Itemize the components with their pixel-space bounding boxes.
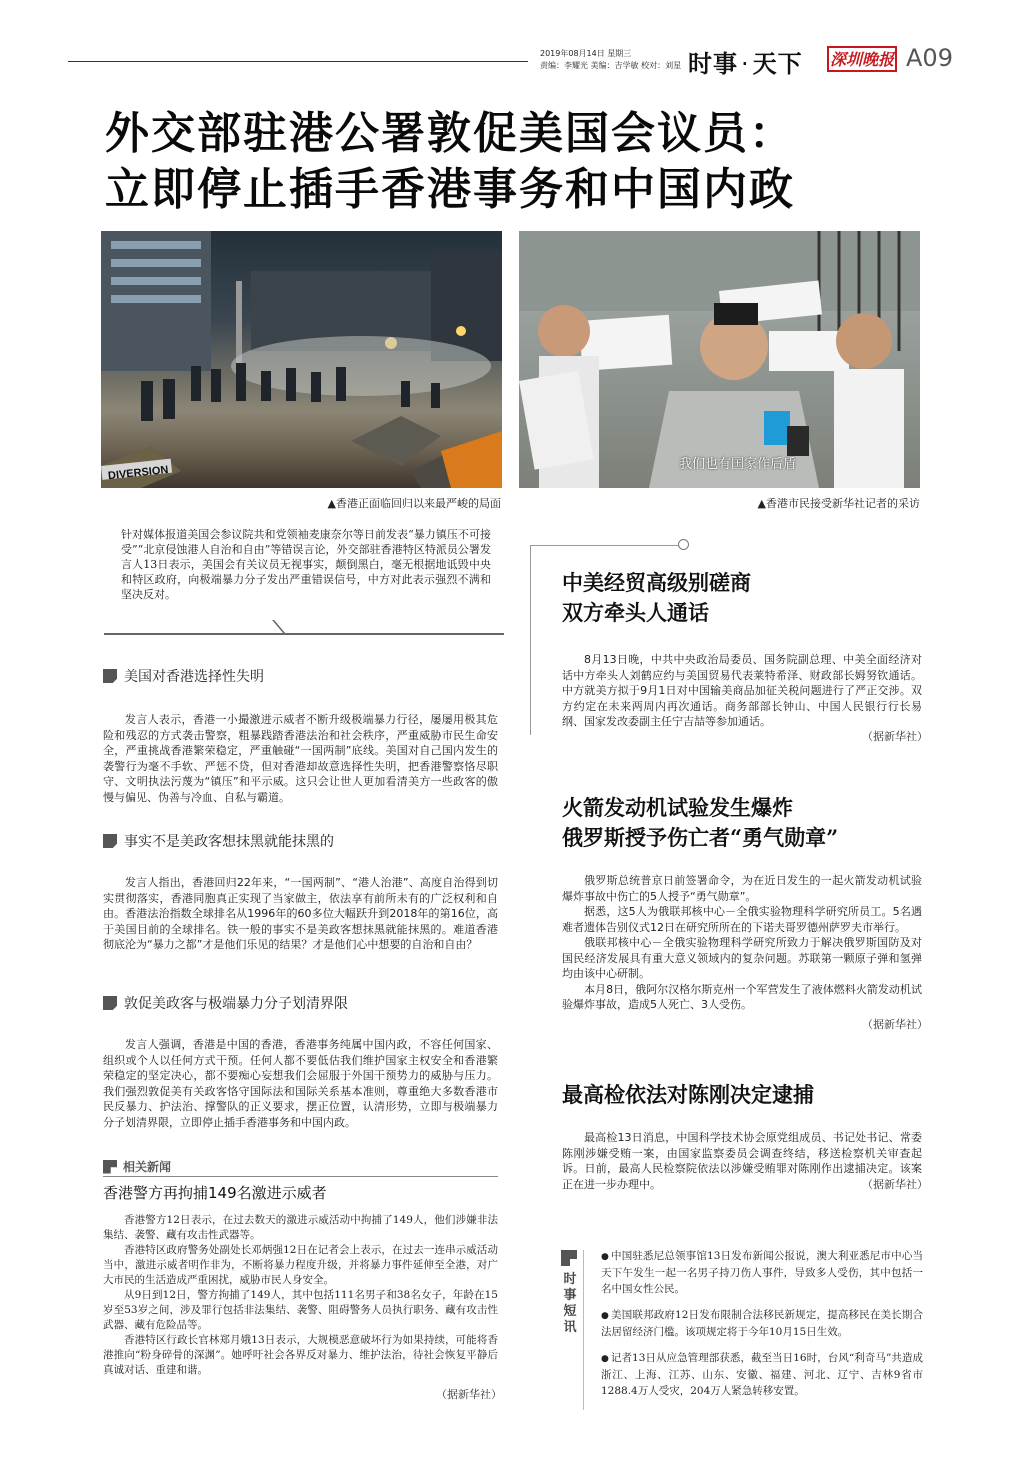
brief-news-item — [601, 1350, 923, 1399]
headline-line-2: 立即停止插手香港事务和中国内政 — [105, 164, 795, 215]
bullet-icon: ● — [601, 1311, 610, 1321]
section-body-1 — [103, 712, 498, 805]
photo-caption-right: ▲香港市民接受新华社记者的采访 — [757, 497, 920, 510]
brief-label-char: 时 — [563, 1272, 577, 1287]
section-title-dot: · — [741, 50, 750, 78]
column-rule-circle-icon — [678, 539, 689, 550]
interview-scene-illustration — [519, 231, 920, 488]
brief-news-label — [561, 1272, 579, 1336]
story-2-paragraph: 俄联邦核中心－全俄实验物理科学研究所致力于解决俄罗斯国防及对国民经济发展具有重大意义领域内的复杂问题。苏联第一颗原子弹和氢弹均由该中心研制。 — [562, 936, 922, 980]
header-editors: 责编：李耀光 美编：吉学敏 校对：刘星 — [540, 61, 682, 70]
page-headline — [105, 106, 925, 218]
svg-text:DIVERSION: DIVERSION — [107, 464, 169, 483]
header-date: 2019年08月14日 星期三 — [540, 49, 632, 58]
street-scene-illustration — [101, 231, 502, 488]
related-news-paragraph: 从9日到12日，警方拘捕了149人，其中包括111名男子和38名女子，年龄在15岁至53岁之间，涉及罪行包括非法集结、袭警、阻碍警务人员执行职务、藏有攻击性武器、藏有危险品等。 — [103, 1289, 498, 1331]
section-heading-2-text: 事实不是美政客想抹黑就能抹黑的 — [124, 834, 334, 850]
photo-subtitle: 我们也有国家作后盾 — [679, 457, 797, 472]
brief-news-item — [601, 1307, 923, 1340]
related-news-rule — [103, 1176, 498, 1177]
section-title-a: 时事 — [688, 50, 738, 78]
story-2-headline — [562, 793, 838, 853]
section-heading-3 — [103, 993, 348, 1013]
story-2-body — [562, 873, 922, 1013]
story-1-headline-line-2: 双方牵头人通话 — [562, 600, 709, 625]
section-body-2 — [103, 875, 498, 953]
story-2-source: （据新华社） — [862, 1018, 928, 1031]
section-marker-icon — [103, 669, 117, 683]
lead-paragraph: 针对媒体报道美国会参议院共和党领袖麦康奈尔等日前发表“暴力镇压不可接受”“北京侵蚀港人自治和自由”等错误言论，外交部驻香港特区特派员公署发言人13日表示，美国会有关议员无视事实，颠倒黑白，毫无根据地诋毁中央和特区政府，向极端暴力分子发出严重错误信号，中方对此表示强烈不满和坚决反对。 — [121, 528, 491, 601]
brief-news-list — [601, 1248, 923, 1409]
section-body-3 — [103, 1037, 498, 1130]
section-body-1-text: 发言人表示，香港一小撮激进示威者不断升级极端暴力行径，屡屡用极其危险和残忍的方式袭击警察，粗暴践踏香港法治和社会秩序，严重威胁市民生命安全，严重挑战香港繁荣稳定，严重触碰“一国两制”底线。美国对自己国内发生的袭警行为毫不手软、严惩不贷，但对香港却故意选择性失明，把香港警察恪尽职守、文明执法污蔑为“镇压”和平示威。这只会让世人更加看清美方一些政客的傲慢与偏见、伪善与冷血、自私与霸道。 — [103, 713, 498, 804]
photo-citizen-interview — [519, 231, 920, 488]
arrow-corner-icon — [103, 1160, 117, 1174]
section-marker-icon — [103, 834, 117, 848]
lead-frame-pointer — [272, 620, 300, 634]
section-heading-1-text: 美国对香港选择性失明 — [124, 669, 264, 685]
brief-news-arrow-icon — [561, 1250, 577, 1270]
brief-news-item-text: 中国驻悉尼总领事馆13日发布新闻公报说，澳大利亚悉尼市中心当天下午发生一起一名男子持刀伤人事件，导致多人受伤，其中包括一名中国女性公民。 — [601, 1250, 923, 1295]
section-body-3-text: 发言人强调，香港是中国的香港，香港事务纯属中国内政，不容任何国家、组织或个人以任何方式干预。任何人都不要低估我们维护国家主权安全和香港繁荣稳定的坚定决心，都不要痴心妄想我们会屈服于外国干预势力的威胁与压力。我们强烈敦促美有关政客恪守国际法和国际关系基本准则，尊重绝大多数香港市民反暴力、护法治、撑警队的正义要求，摆正位置，认清形势，立即与极端暴力分子划清界限，立即停止插手香港事务和中国内政。 — [103, 1038, 498, 1129]
story-3-source: （据新华社） — [862, 1178, 928, 1191]
story-1-headline — [562, 568, 751, 628]
brief-label-char: 短 — [563, 1304, 577, 1319]
story-3-paragraph: 最高检13日消息，中国科学技术协会原党组成员、书记处书记、常委陈刚涉嫌受贿一案，由国家监察委员会调查终结，移送检察机关审查起诉。日前，最高人民检察院依法以涉嫌受贿罪对陈刚作出逮捕决定。该案正在进一步办理中。 — [562, 1131, 922, 1191]
story-2-headline-line-2: 俄罗斯授予伤亡者“勇气勋章” — [562, 825, 839, 850]
story-1-body — [562, 652, 922, 730]
story-2-paragraph: 据悉，这5人为俄联邦核中心－全俄实验物理科学研究所员工。5名遇难者遗体告别仪式12日在研究所所在的下诺夫哥罗德州萨罗夫市举行。 — [562, 905, 922, 934]
story-2-paragraph: 本月8日，俄阿尔汉格尔斯克州一个军营发生了液体燃料火箭发动机试验爆炸事故，造成5人死亡、3人受伤。 — [562, 982, 922, 1011]
related-news-source: （据新华社） — [436, 1388, 502, 1401]
related-news-body — [103, 1213, 498, 1378]
section-title — [688, 44, 803, 79]
header-rule — [68, 61, 528, 62]
story-2-headline-line-1: 火箭发动机试验发生爆炸 — [562, 795, 793, 820]
section-body-2-text: 发言人指出，香港回归22年来，“一国两制”、“港人治港”、高度自治得到切实贯彻落实，香港同胞真正实现了当家做主，依法享有前所未有的广泛权利和自由。香港法治指数全球排名从1996年的60多位大幅跃升到2018年的第16位，高于美国目前的全球排名。铁一般的事实不是美政客想抹黑就能抹黑的。难道香港彻底沦为“暴力之都”才是他们乐见的结果？才是他们心中想要的自治和自由？ — [103, 876, 498, 951]
story-1-headline-line-1: 中美经贸高级别磋商 — [562, 570, 751, 595]
story-3-headline — [562, 1080, 814, 1110]
newspaper-logo: 深圳晚报 — [827, 46, 897, 72]
story-1-paragraph: 8月13日晚，中共中央政治局委员、国务院副总理、中美全面经济对话中方牵头人刘鹤应约与美国贸易代表莱特希泽、财政部长姆努钦通话。中方就美方拟于9月1日对中国输美商品加征关税问题进行了严正交涉。双方约定在未来两周内再次通话。商务部部长钟山、中国人民银行行长易纲、国家发改委副主任宁吉喆等参加通话。 — [562, 653, 922, 728]
column-rule-horizontal — [530, 545, 680, 546]
section-title-b: 天下 — [752, 50, 803, 78]
section-marker-icon — [103, 996, 117, 1010]
lead-frame-rule — [104, 633, 504, 635]
section-heading-2 — [103, 831, 334, 851]
related-news-label — [103, 1158, 171, 1175]
brief-news-rule — [583, 1250, 584, 1410]
photo-caption-left: ▲香港正面临回归以来最严峻的局面 — [327, 497, 501, 510]
brief-news-item — [601, 1248, 923, 1297]
header-meta — [540, 48, 682, 72]
arrow-corner-icon — [561, 1250, 577, 1266]
story-1-source: （据新华社） — [862, 730, 928, 743]
headline-line-1: 外交部驻港公署敦促美国会议员： — [105, 108, 795, 159]
page-number: A09 — [906, 44, 953, 72]
related-news-paragraph: 香港特区行政长官林郑月娥13日表示，大规模恶意破坏行为如果持续，可能将香港推向“粉身碎骨的深渊”。她呼吁社会各界反对暴力、维护法治，待社会恢复平静后真诚对话、重建和谐。 — [103, 1334, 498, 1376]
bullet-icon: ● — [601, 1252, 610, 1262]
brief-news-item-text: 美国联邦政府12日发布限制合法移民新规定，提高移民在美长期合法居留经济门槛。该项规定将于今年10月15日生效。 — [601, 1309, 923, 1338]
bullet-icon: ● — [601, 1354, 609, 1364]
story-3-headline-line-1: 最高检依法对陈刚决定逮捕 — [562, 1082, 814, 1107]
brief-label-char: 事 — [563, 1288, 577, 1303]
related-news-paragraph: 香港特区政府警务处副处长邓炳强12日在记者会上表示，在过去一连串示威活动当中，激进示威者明作非为，不断将暴力程度升级，并将暴力事件延伸至全港，对广大市民的生活造成严重困扰，威胁市民人身安全。 — [103, 1244, 498, 1286]
column-rule-vertical — [530, 545, 531, 735]
story-2-paragraph: 俄罗斯总统普京日前签署命令，为在近日发生的一起火箭发动机试验爆炸事故中伤亡的5人授予“勇气勋章”。 — [562, 874, 922, 903]
related-news-paragraph: 香港警方12日表示，在过去数天的激进示威活动中拘捕了149人，他们涉嫌非法集结、袭警、藏有攻击性武器等。 — [103, 1214, 498, 1241]
related-news-title: 香港警方再拘捕149名激进示威者 — [103, 1184, 327, 1202]
brief-news-item-text: 记者13日从应急管理部获悉，截至当日16时，台风“利奇马”共造成浙江、上海、江苏、山东、安徽、福建、河北、辽宁、吉林9省市1288.4万人受灾，204万人紧急转移安置。 — [601, 1352, 923, 1397]
section-heading-1 — [103, 666, 264, 686]
brief-label-char: 讯 — [563, 1320, 577, 1335]
section-heading-3-text: 敦促美政客与极端暴力分子划清界限 — [124, 996, 348, 1012]
photo-hongkong-street — [101, 231, 502, 488]
related-news-label-text: 相关新闻 — [123, 1160, 172, 1174]
